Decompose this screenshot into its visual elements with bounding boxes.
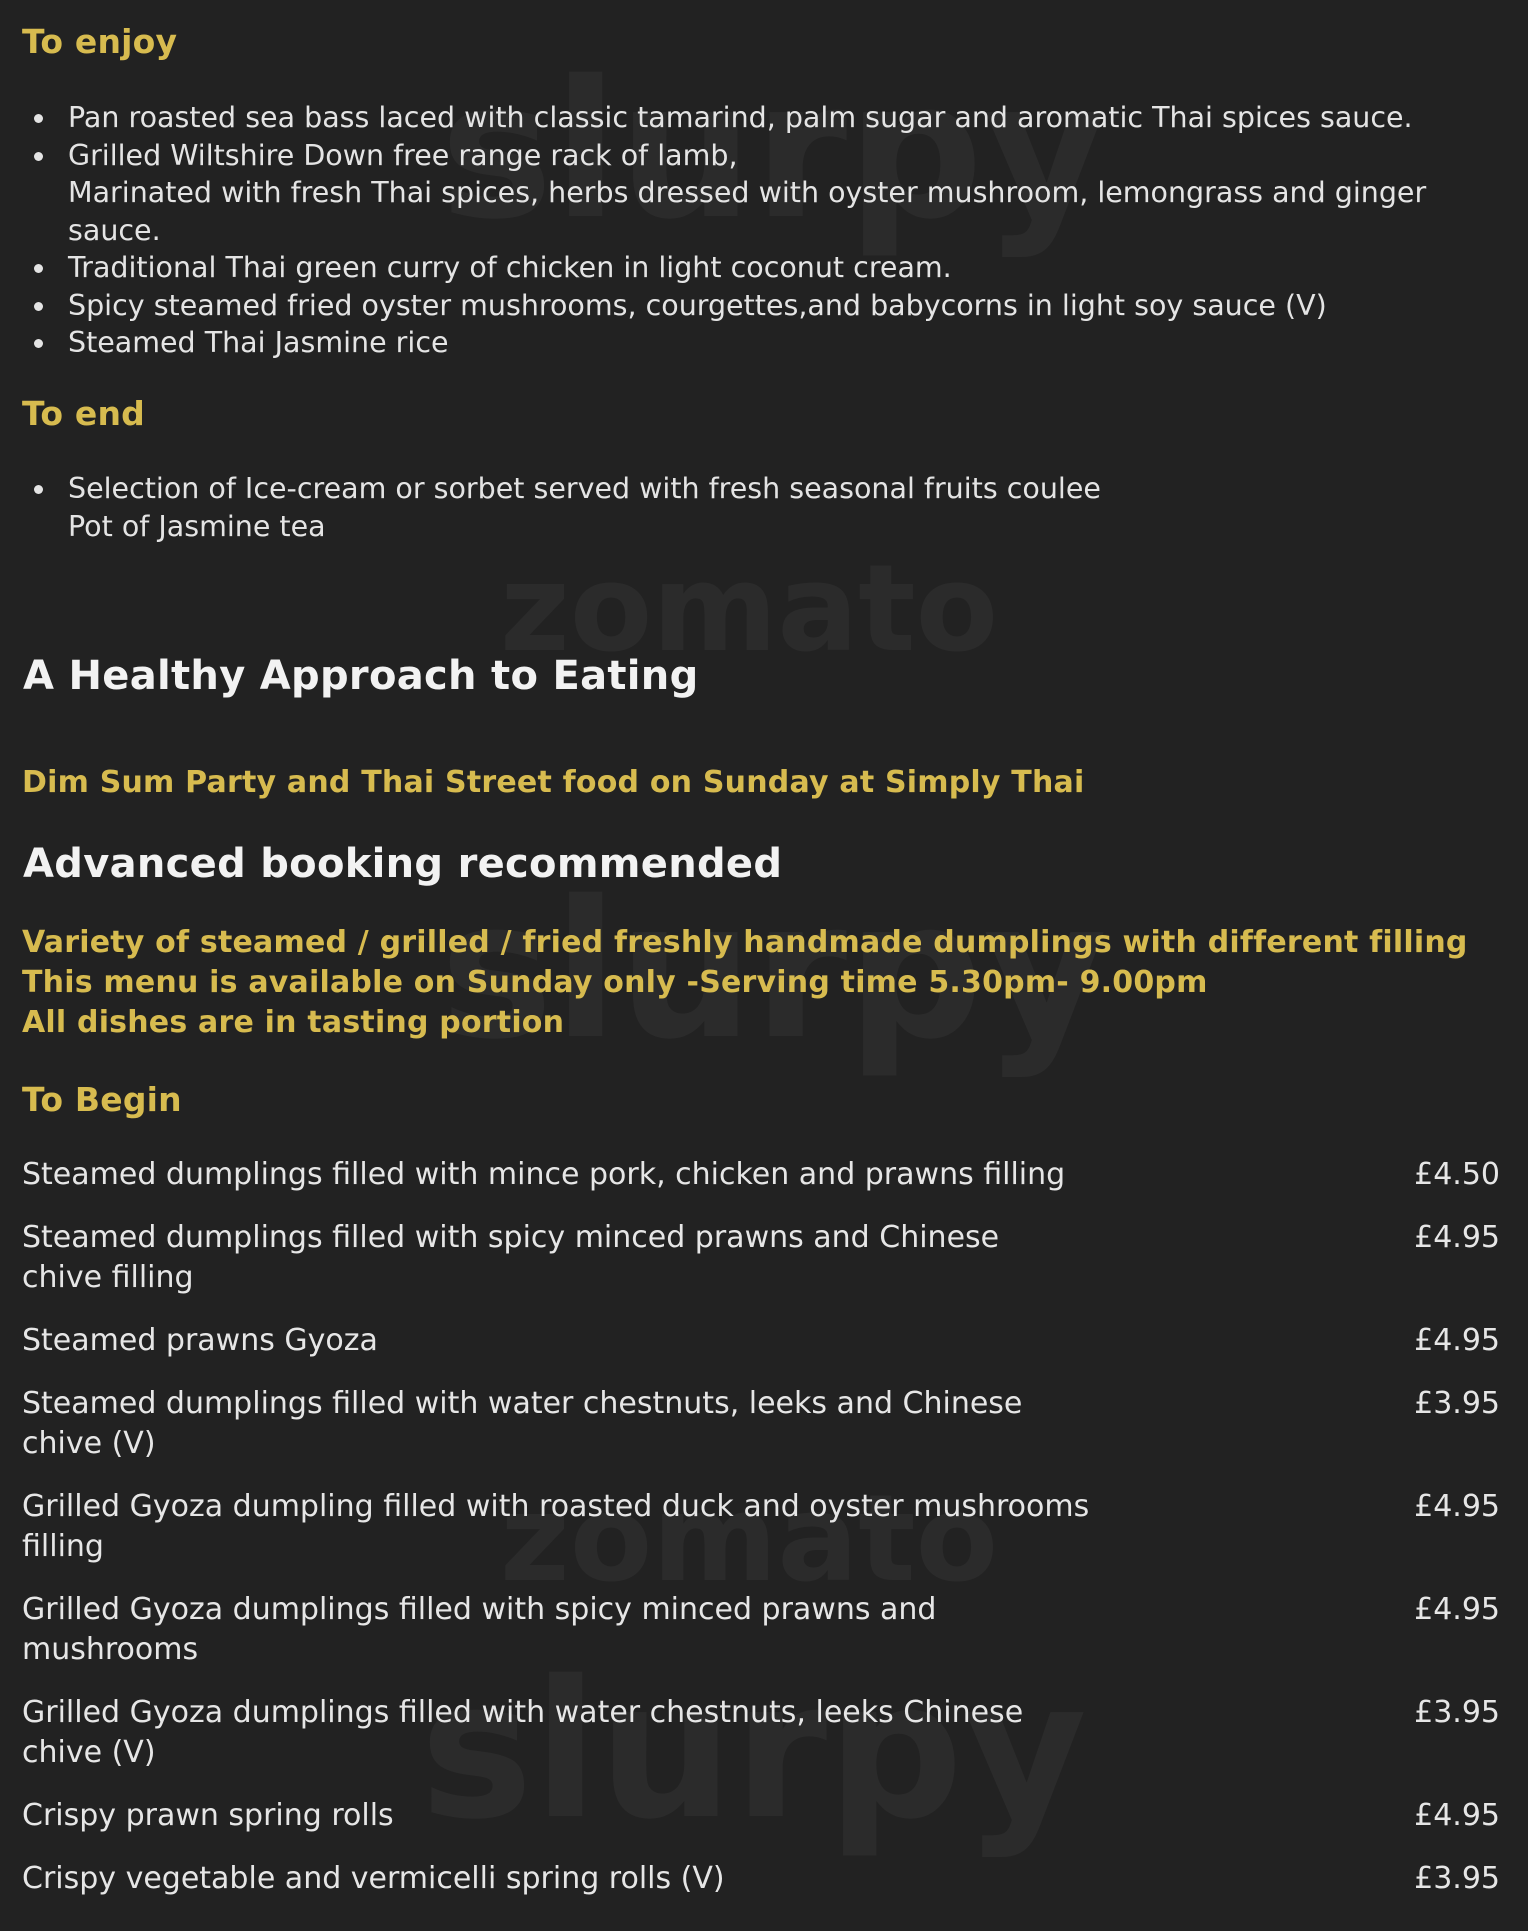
menu-row [22, 1590, 1502, 1670]
menu-row [22, 1321, 1502, 1361]
dish-price: £3.95 [1414, 1386, 1500, 1421]
list-item [32, 249, 1452, 287]
list-item [32, 470, 1452, 545]
healthy-heading: A Healthy Approach to Eating [23, 653, 699, 699]
menu-row [22, 1859, 1502, 1899]
item-text: Traditional Thai green curry of chicken in light coconut cream. [68, 251, 952, 284]
dish-description: Steamed dumplings filled with mince pork, chicken and prawns filling [22, 1157, 1066, 1192]
bullet-icon [34, 339, 43, 348]
item-text: Grilled Wiltshire Down free range rack of lamb, [68, 138, 738, 172]
dish-price: £3.95 [1414, 1695, 1500, 1730]
dim-sum-line: Dim Sum Party and Thai Street food on Sunday at Simply Thai [22, 765, 1085, 800]
menu-row [22, 1384, 1502, 1464]
info-line: All dishes are in tasting portion [22, 1005, 565, 1040]
item-text: Spicy steamed fried oyster mushrooms, courgettes,and babycorns in light soy sauce (V) [68, 288, 1327, 322]
item-text: Pan roasted sea bass laced with classic tamarind, palm sugar and aromatic Thai spices sauce. [68, 101, 1413, 134]
section-heading-to-enjoy: To enjoy [22, 22, 178, 61]
info-line: This menu is available on Sunday only -Serving time 5.30pm- 9.00pm [22, 965, 1208, 1000]
list-item [32, 324, 1452, 362]
menu-row [22, 1218, 1502, 1298]
menu-row [22, 1693, 1502, 1773]
dish-price: £4.95 [1414, 1592, 1500, 1627]
to-enjoy-list [32, 99, 1452, 362]
menu-row [22, 1796, 1502, 1836]
item-text-continued: Marinated with fresh Thai spices, herbs dressed with oyster mushroom, lemongrass and ginger sauce. [68, 176, 1427, 247]
bullet-icon [34, 485, 43, 494]
bullet-icon [34, 264, 43, 273]
list-item [32, 287, 1452, 325]
bullet-icon [34, 114, 43, 123]
booking-heading: Advanced booking recommended [23, 841, 783, 887]
menu-row [22, 1155, 1502, 1195]
bullet-icon [34, 152, 43, 161]
menu-row [22, 1487, 1502, 1567]
dish-description: Grilled Gyoza dumplings filled with water chestnuts, leeks Chinese chive (V) [22, 1695, 1024, 1770]
dish-description: Grilled Gyoza dumpling filled with roasted duck and oyster mushrooms filling [22, 1489, 1090, 1564]
to-begin-menu [22, 1155, 1502, 1899]
list-item [32, 99, 1452, 137]
dish-description: Crispy prawn spring rolls [22, 1798, 394, 1833]
dish-price: £4.95 [1414, 1798, 1500, 1833]
item-text: Steamed Thai Jasmine rice [68, 326, 449, 359]
dish-description: Crispy vegetable and vermicelli spring rolls (V) [22, 1861, 725, 1896]
to-end-list [32, 470, 1452, 545]
dish-price: £4.95 [1414, 1489, 1500, 1524]
dish-price: £4.95 [1414, 1323, 1500, 1358]
list-item [32, 137, 1452, 250]
dish-description: Steamed dumplings filled with spicy minced prawns and Chinese chive filling [22, 1220, 1000, 1295]
bullet-icon [34, 302, 43, 311]
dish-description: Steamed prawns Gyoza [22, 1323, 378, 1358]
dish-price: £4.95 [1414, 1220, 1500, 1255]
item-text: Selection of Ice-cream or sorbet served with fresh seasonal fruits coulee [68, 472, 1101, 505]
section-heading-to-end: To end [22, 394, 145, 433]
info-line: Variety of steamed / grilled / fried freshly handmade dumplings with different filling [22, 925, 1468, 960]
section-heading-to-begin: To Begin [22, 1080, 182, 1119]
dish-description: Steamed dumplings filled with water chestnuts, leeks and Chinese chive (V) [22, 1386, 1023, 1461]
dish-price: £4.50 [1414, 1157, 1500, 1192]
dish-price: £3.95 [1414, 1861, 1500, 1896]
dish-description: Grilled Gyoza dumplings filled with spicy minced prawns and mushrooms [22, 1592, 937, 1667]
item-text-continued: Pot of Jasmine tea [68, 509, 326, 543]
